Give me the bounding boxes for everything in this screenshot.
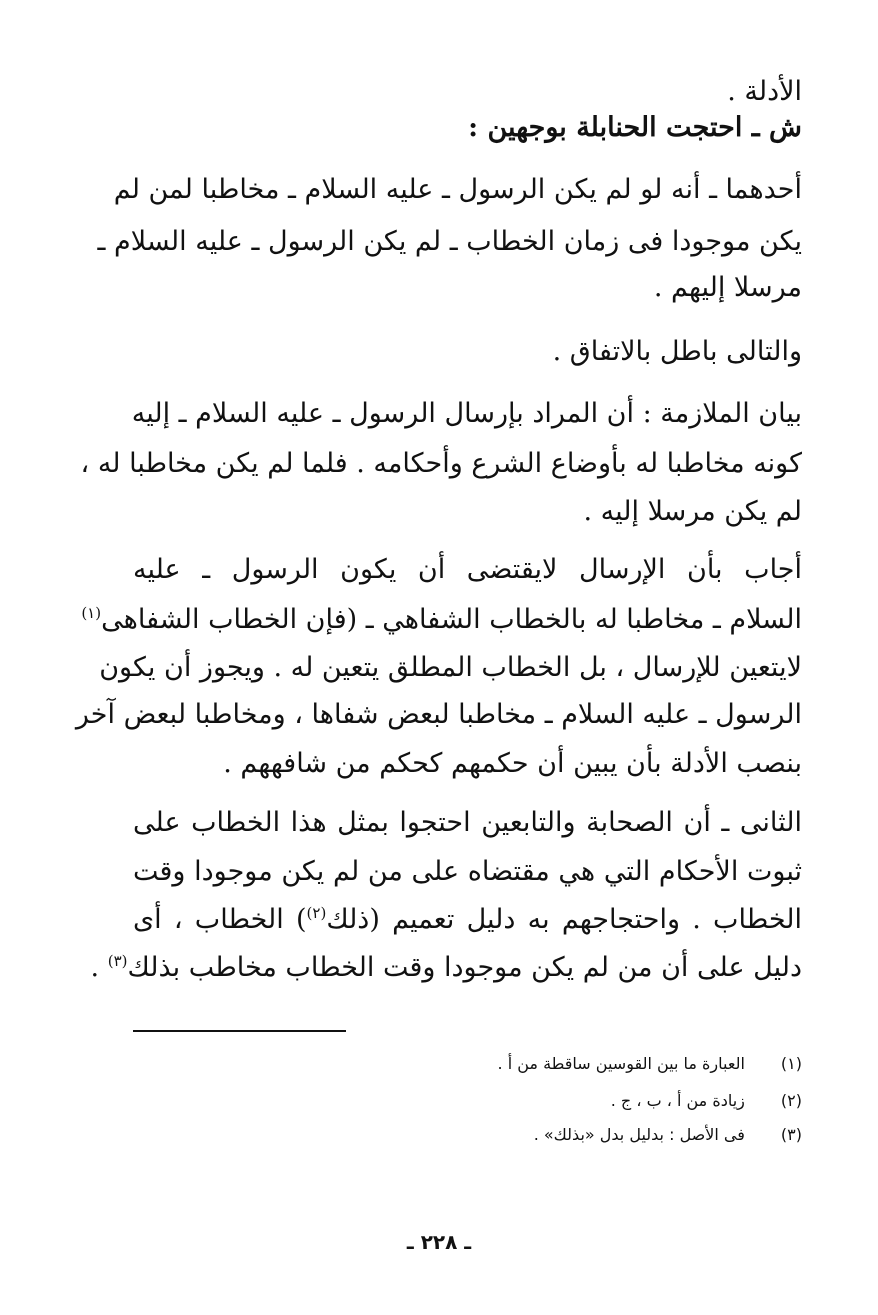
footnote-marker-3: (٣) xyxy=(107,952,128,970)
footnote-marker-2: (٢) xyxy=(306,904,327,922)
footnote-marker-1: (١) xyxy=(81,604,102,622)
footnote-1 xyxy=(498,1050,802,1078)
text-line: أحدهما ـ أنه لو لم يكن الرسول ـ عليه السلام ـ مخاطبا لمن لم xyxy=(113,174,802,205)
text-line: الثانى ـ أن الصحابة والتابعين احتجوا بمثل هذا الخطاب على xyxy=(133,807,802,838)
page-number: ـ ٢٢٨ ـ xyxy=(406,1230,472,1254)
text-line: لايتعين للإرسال ، بل الخطاب المطلق يتعين له . ويجوز أن يكون xyxy=(99,652,802,683)
footnote-2 xyxy=(611,1087,802,1115)
text-line: الأدلة . xyxy=(727,76,802,107)
text-line: بنصب الأدلة بأن يبين أن حكمهم كحكم من شافههم . xyxy=(223,748,802,779)
footnote-text: زيادة من أ ، ب ، ج . xyxy=(610,1091,745,1110)
footnote-separator xyxy=(133,1030,346,1032)
text-segment: السلام ـ مخاطبا له بالخطاب الشفاهي ـ (فإن الخطاب الشفاهى xyxy=(101,604,802,635)
footnote-number: (٢) xyxy=(780,1091,802,1110)
text-line: بيان الملازمة : أن المراد بإرسال الرسول ـ عليه السلام ـ إليه xyxy=(131,398,802,429)
text-line xyxy=(81,600,802,640)
footnote-number: (١) xyxy=(780,1054,802,1073)
footnote-text: العبارة ما بين القوسين ساقطة من أ . xyxy=(497,1054,745,1073)
text-line xyxy=(133,900,802,940)
text-segment: ) الخطاب ، أى xyxy=(133,904,307,935)
text-line: الرسول ـ عليه السلام ـ مخاطبا لبعض شفاها ، ومخاطبا لبعض آخر xyxy=(75,699,802,730)
text-line: لم يكن مرسلا إليه . xyxy=(583,496,802,527)
footnote-text: فى الأصل : بدليل بدل «بذلك» . xyxy=(533,1125,745,1144)
text-segment: الخطاب . واحتجاجهم به دليل تعميم (ذلك xyxy=(326,904,802,935)
text-segment: . xyxy=(90,952,108,983)
text-line: مرسلا إليهم . xyxy=(653,272,802,303)
text-line: والتالى باطل بالاتفاق . xyxy=(552,336,802,367)
footnote-number: (٣) xyxy=(780,1125,802,1144)
text-segment: دليل على أن من لم يكن موجودا وقت الخطاب مخاطب بذلك xyxy=(127,952,802,983)
text-line: أجاب بأن الإرسال لايقتضى أن يكون الرسول ـ عليه xyxy=(133,554,802,585)
footnote-3 xyxy=(534,1121,802,1149)
text-line: كونه مخاطبا له بأوضاع الشرع وأحكامه . فلما لم يكن مخاطبا له ، xyxy=(80,448,802,479)
text-line xyxy=(91,948,802,988)
text-line: ثبوت الأحكام التي هي مقتضاه على من لم يكن موجودا وقت xyxy=(133,856,803,887)
text-line: يكن موجودا فى زمان الخطاب ـ لم يكن الرسول ـ عليه السلام ـ xyxy=(97,226,802,257)
text-line: ش ـ احتجت الحنابلة بوجهين : xyxy=(468,112,802,143)
